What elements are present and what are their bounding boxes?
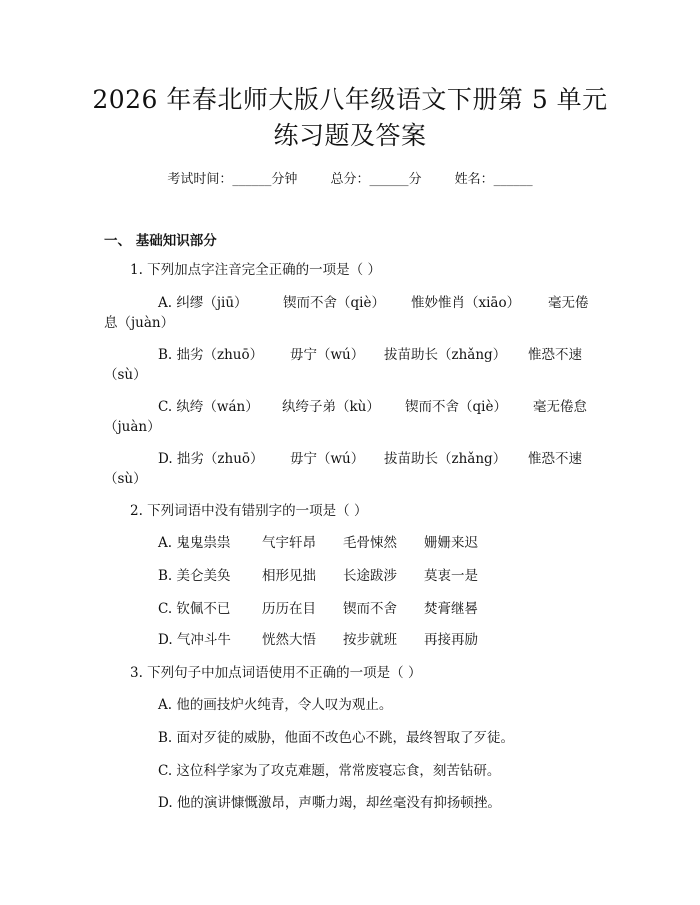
option-term: 长途跋涉	[343, 568, 397, 584]
document-title-line1: 2026 年春北师大版八年级语文下册第 5 单元	[92, 85, 608, 114]
option-term: 姗姗来迟	[424, 535, 478, 551]
option-term: A. 纠缪（jiū）	[158, 295, 248, 311]
option-term: 按步就班	[343, 632, 397, 648]
question-3-option-a: A. 他的画技炉火纯青，令人叹为观止。	[158, 697, 393, 713]
option-term: 毫无倦怠	[533, 399, 587, 415]
option-term: 惟恐不速	[528, 347, 582, 363]
total-score-field: 总分：______分	[330, 172, 422, 187]
option-term: 毋宁（wú）	[290, 451, 365, 467]
question-3-option-b: B. 面对歹徒的威胁，他面不改色心不跳，最终智取了歹徒。	[158, 730, 515, 746]
option-term: 气宇轩昂	[262, 535, 316, 551]
document-title-line2: 练习题及答案	[273, 121, 427, 150]
student-name-field: 姓名：______	[454, 172, 533, 187]
option-term: A. 鬼鬼祟祟	[158, 535, 231, 551]
option-term: 恍然大悟	[262, 632, 316, 648]
option-term: C. 纨绔（wán）	[158, 399, 259, 415]
option-term: D. 拙劣（zhuō）	[158, 451, 264, 467]
option-term: 惟恐不速	[528, 451, 582, 467]
option-term: C. 钦佩不已	[158, 601, 231, 617]
option-term: 历历在目	[262, 601, 316, 617]
option-term: 相形见拙	[262, 568, 316, 584]
question-1-option-b-wrap: （sù）	[104, 367, 147, 383]
question-3-option-c: C. 这位科学家为了攻克难题，常常废寝忘食，刻苦钻研。	[158, 763, 501, 779]
option-term: 毋宁（wú）	[290, 347, 365, 363]
option-term: B. 美仑美奂	[158, 568, 231, 584]
option-term: 锲而不舍（qiè）	[283, 295, 385, 311]
option-term: 拔苗助长（zhǎng）	[384, 347, 507, 363]
option-term: 纨绔子弟（kù）	[282, 399, 380, 415]
option-term: 莫衷一是	[424, 568, 478, 584]
option-term: 惟妙惟肖（xiāo）	[411, 295, 521, 311]
option-term: B. 拙劣（zhuō）	[158, 347, 264, 363]
question-2-stem: 2. 下列词语中没有错别字的一项是（ ）	[130, 503, 368, 519]
option-term: 拔苗助长（zhǎng）	[384, 451, 507, 467]
option-term: D. 气冲斗牛	[158, 632, 231, 648]
exam-meta	[0, 168, 700, 187]
exam-time-field: 考试时间：______分钟	[167, 172, 298, 187]
option-term: 再接再励	[424, 632, 478, 648]
question-3-stem: 3. 下列句子中加点词语使用不正确的一项是（ ）	[130, 665, 422, 681]
option-term: 锲而不舍（qiè）	[405, 399, 507, 415]
option-term: 毫无倦	[548, 295, 589, 311]
option-term: 焚膏继晷	[424, 601, 478, 617]
section-heading: 一、 基础知识部分	[104, 233, 217, 249]
question-1-stem: 1. 下列加点字注音完全正确的一项是（ ）	[130, 262, 381, 278]
question-1-option-c-wrap: （juàn）	[104, 419, 161, 435]
question-3-option-d: D. 他的演讲慷慨激昂，声嘶力竭，却丝毫没有抑扬顿挫。	[158, 795, 501, 811]
option-term: 锲而不舍	[343, 601, 397, 617]
question-1-option-d-wrap: （sù）	[104, 471, 147, 487]
option-term: 毛骨悚然	[343, 535, 397, 551]
question-1-option-a-wrap: 息（juàn）	[104, 315, 175, 331]
